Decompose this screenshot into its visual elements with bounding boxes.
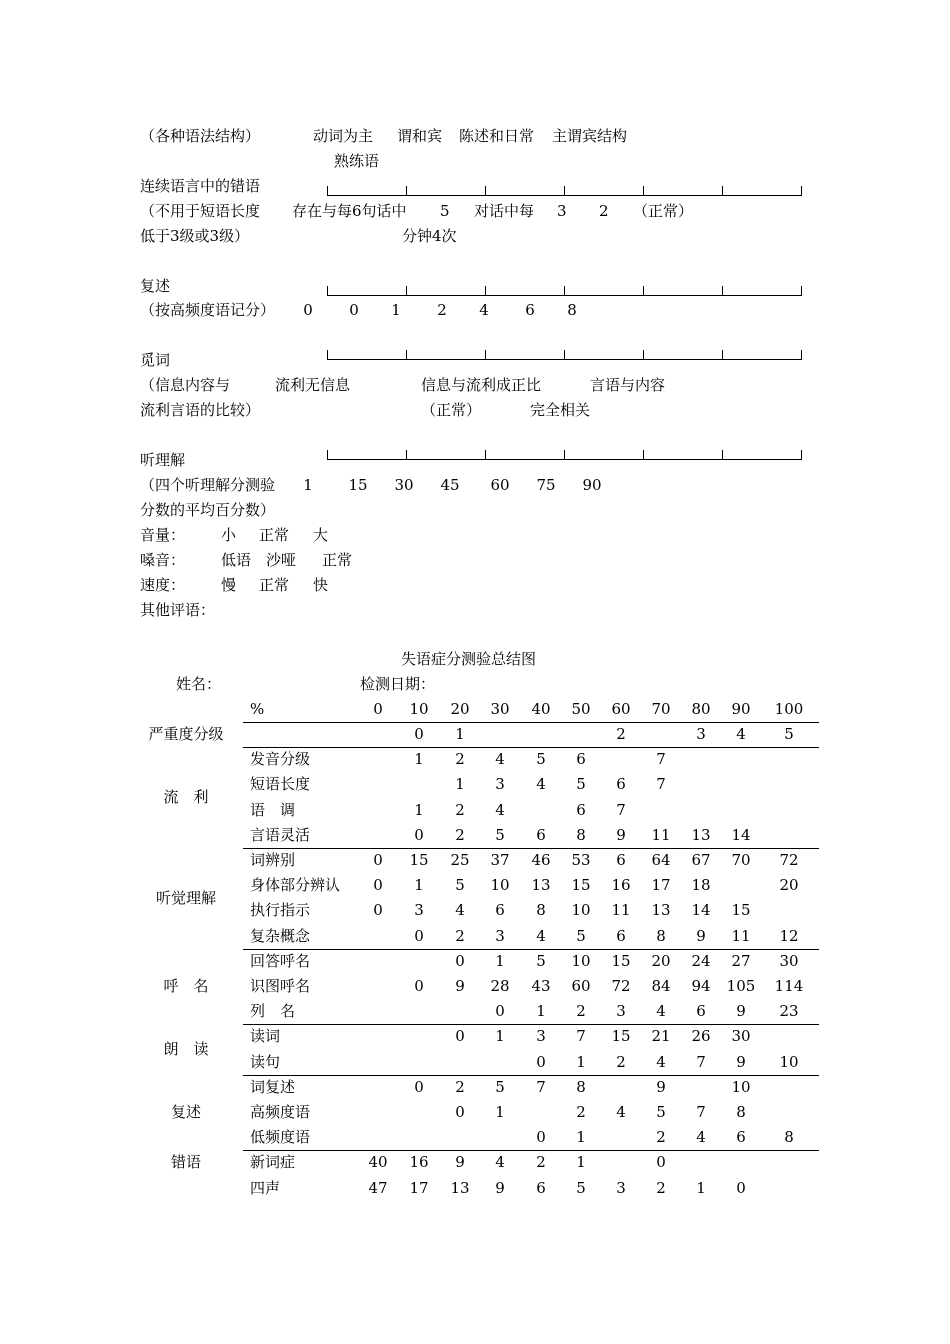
row-label: 读词 — [250, 1027, 281, 1046]
table-cell: 0 — [373, 876, 383, 895]
row-label: 低频度语 — [250, 1128, 311, 1147]
paraphasia-desc-2: 对话中每 — [474, 202, 535, 220]
word-finding-option-2: 信息与流利成正比 — [421, 376, 542, 394]
grammar-option-1: 动词为主 — [313, 127, 374, 145]
paraphasia-normal: （正常） — [633, 202, 694, 220]
percent-tick: 100 — [774, 700, 804, 718]
repetition-scale — [327, 286, 802, 296]
speed-label: 速度： — [140, 576, 186, 594]
table-cell: 0 — [414, 825, 424, 844]
percent-tick: 60 — [611, 700, 631, 718]
table-cell: 0 — [536, 1128, 546, 1147]
table-cell: 1 — [495, 1027, 505, 1046]
table-cell: 0 — [736, 1178, 746, 1197]
table-cell: 6 — [576, 750, 586, 769]
table-cell: 47 — [368, 1178, 388, 1197]
table-cell: 7 — [696, 1052, 706, 1071]
table-cell: 2 — [656, 1178, 666, 1197]
table-divider — [243, 1075, 819, 1076]
word-finding-option-1: 流利无信息 — [275, 376, 351, 394]
percent-tick: 90 — [731, 700, 751, 718]
table-cell: 15 — [731, 901, 751, 920]
table-cell: 9 — [736, 1002, 746, 1021]
comprehension-label-3: 分数的平均百分数） — [140, 501, 276, 519]
table-divider — [243, 949, 819, 950]
table-cell: 9 — [696, 926, 706, 945]
table-cell: 67 — [691, 851, 711, 869]
comprehension-label-2: （四个听理解分测验 — [140, 476, 276, 494]
row-label: 新词症 — [250, 1153, 296, 1172]
table-cell: 5 — [784, 725, 794, 743]
repetition-value: 6 — [525, 301, 535, 319]
table-cell: 9 — [455, 977, 465, 995]
table-cell: 114 — [774, 977, 804, 995]
voice-option: 正常 — [322, 551, 353, 569]
table-cell: 2 — [616, 725, 626, 743]
row-label: 词辨别 — [250, 851, 296, 869]
group-label: 流 利 — [163, 788, 209, 806]
percent-tick: 0 — [373, 700, 383, 718]
table-cell: 6 — [495, 901, 505, 920]
table-cell: 70 — [731, 851, 751, 869]
table-cell: 1 — [455, 725, 465, 743]
repetition-label-1: 复述 — [140, 277, 171, 295]
table-cell: 7 — [656, 750, 666, 769]
table-cell: 11 — [651, 825, 671, 844]
table-cell: 2 — [536, 1153, 546, 1172]
table-cell: 1 — [576, 1153, 586, 1172]
name-label: 姓名： — [176, 675, 222, 693]
table-cell: 105 — [726, 977, 756, 995]
table-cell: 27 — [731, 951, 751, 970]
table-cell: 3 — [616, 1178, 626, 1197]
table-cell: 7 — [656, 775, 666, 794]
table-cell: 2 — [455, 1077, 465, 1096]
table-cell: 72 — [611, 977, 631, 995]
word-finding-option-3b: 完全相关 — [530, 401, 591, 419]
percent-header: % — [250, 700, 265, 718]
table-cell: 16 — [409, 1153, 429, 1172]
word-finding-label-3: 流利言语的比较） — [140, 401, 261, 419]
table-cell: 0 — [414, 1077, 424, 1096]
volume-option: 大 — [313, 526, 329, 544]
table-cell: 2 — [455, 825, 465, 844]
table-cell: 9 — [495, 1178, 505, 1197]
comprehension-scale — [327, 450, 802, 460]
percent-tick: 70 — [651, 700, 671, 718]
table-cell: 3 — [616, 1002, 626, 1021]
table-cell: 7 — [536, 1077, 546, 1096]
table-cell: 2 — [576, 1002, 586, 1021]
paraphasia-desc-1: 存在与每6句话中 — [292, 202, 407, 220]
table-cell: 40 — [368, 1153, 388, 1172]
comprehension-value: 45 — [440, 476, 460, 494]
table-cell: 15 — [571, 876, 591, 895]
comprehension-value: 30 — [394, 476, 414, 494]
table-cell: 2 — [576, 1103, 586, 1121]
table-cell: 8 — [736, 1103, 746, 1121]
table-cell: 3 — [536, 1027, 546, 1046]
table-cell: 17 — [409, 1178, 429, 1197]
repetition-value: 8 — [567, 301, 577, 319]
table-cell: 1 — [495, 951, 505, 970]
row-label: 高频度语 — [250, 1103, 311, 1121]
table-cell: 9 — [736, 1052, 746, 1071]
speed-option: 快 — [313, 576, 329, 594]
table-cell: 1 — [414, 750, 424, 769]
table-cell: 9 — [616, 825, 626, 844]
table-cell: 1 — [576, 1128, 586, 1147]
grammar-option-line2: 熟练语 — [334, 152, 380, 170]
speed-option: 慢 — [221, 576, 237, 594]
table-cell: 5 — [536, 750, 546, 769]
percent-tick: 50 — [571, 700, 591, 718]
table-cell: 6 — [736, 1128, 746, 1147]
percent-tick: 20 — [450, 700, 470, 718]
paraphasia-label-3: 低于3级或3级） — [140, 227, 250, 245]
table-divider — [243, 1024, 819, 1025]
group-label: 听觉理解 — [155, 888, 217, 907]
table-cell: 24 — [691, 951, 711, 970]
table-cell: 0 — [373, 851, 383, 869]
table-cell: 4 — [455, 901, 465, 920]
grammar-option-2: 谓和宾 — [397, 127, 443, 145]
table-cell: 6 — [616, 775, 626, 794]
table-cell: 84 — [651, 977, 671, 995]
table-cell: 5 — [576, 1178, 586, 1197]
table-cell: 8 — [536, 901, 546, 920]
table-cell: 7 — [576, 1027, 586, 1046]
table-cell: 1 — [414, 876, 424, 895]
table-cell: 9 — [656, 1077, 666, 1096]
table-divider — [243, 722, 819, 723]
table-cell: 15 — [409, 851, 429, 869]
table-cell: 1 — [536, 1002, 546, 1021]
table-cell: 6 — [696, 1002, 706, 1021]
row-label: 词复述 — [250, 1077, 296, 1096]
table-cell: 10 — [779, 1052, 799, 1071]
comprehension-label-1: 听理解 — [140, 451, 186, 469]
table-cell: 3 — [495, 926, 505, 945]
repetition-value: 4 — [479, 301, 489, 319]
table-cell: 23 — [779, 1002, 799, 1021]
table-cell: 26 — [691, 1027, 711, 1046]
table-divider — [243, 848, 819, 849]
group-label: 错语 — [170, 1153, 202, 1172]
word-finding-option-3: 言语与内容 — [590, 376, 666, 394]
table-cell: 16 — [611, 876, 631, 895]
row-label: 回答呼名 — [250, 951, 311, 970]
repetition-value: 0 — [349, 301, 359, 319]
table-cell: 18 — [691, 876, 711, 895]
table-cell: 0 — [414, 977, 424, 995]
table-cell: 2 — [455, 926, 465, 945]
paraphasia-value-3: 3 — [557, 202, 567, 220]
table-cell: 0 — [373, 901, 383, 920]
table-cell: 5 — [495, 825, 505, 844]
percent-tick: 80 — [691, 700, 711, 718]
row-label: 语 调 — [250, 800, 296, 819]
table-cell: 1 — [696, 1178, 706, 1197]
row-label: 读句 — [250, 1052, 281, 1071]
table-divider — [243, 747, 819, 748]
paraphasia-label-1: 连续语言中的错语 — [140, 177, 261, 195]
group-label: 呼 名 — [163, 977, 209, 995]
table-cell: 7 — [696, 1103, 706, 1121]
paraphasia-label-2: （不用于短语长度 — [140, 202, 261, 220]
repetition-value: 0 — [303, 301, 313, 319]
table-cell: 4 — [656, 1002, 666, 1021]
table-cell: 10 — [490, 876, 510, 895]
table-cell: 14 — [731, 825, 751, 844]
table-cell: 3 — [495, 775, 505, 794]
table-cell: 4 — [536, 926, 546, 945]
table-cell: 11 — [731, 926, 751, 945]
row-label: 短语长度 — [250, 775, 311, 794]
word-finding-scale — [327, 350, 802, 360]
table-cell: 13 — [531, 876, 551, 895]
table-cell: 28 — [490, 977, 510, 995]
repetition-value: 1 — [391, 301, 401, 319]
summary-title: 失语症分测验总结图 — [401, 650, 537, 668]
table-cell: 0 — [656, 1153, 666, 1172]
table-cell: 8 — [576, 1077, 586, 1096]
table-cell: 8 — [576, 825, 586, 844]
repetition-value: 2 — [437, 301, 447, 319]
date-label: 检测日期： — [360, 675, 436, 693]
table-cell: 4 — [495, 800, 505, 819]
table-cell: 94 — [691, 977, 711, 995]
table-cell: 6 — [536, 825, 546, 844]
table-cell: 13 — [651, 901, 671, 920]
voice-option: 沙哑 — [266, 551, 297, 569]
comprehension-value: 15 — [348, 476, 368, 494]
table-cell: 53 — [571, 851, 591, 869]
volume-option: 正常 — [259, 526, 290, 544]
table-cell: 0 — [455, 951, 465, 970]
table-cell: 4 — [696, 1128, 706, 1147]
table-cell: 2 — [455, 800, 465, 819]
table-cell: 20 — [779, 876, 799, 895]
table-cell: 8 — [656, 926, 666, 945]
table-cell: 5 — [656, 1103, 666, 1121]
table-cell: 14 — [691, 901, 711, 920]
group-label: 严重度分级 — [148, 725, 224, 743]
grammar-option-3: 陈述和日常 — [459, 127, 535, 145]
table-cell: 17 — [651, 876, 671, 895]
table-cell: 2 — [616, 1052, 626, 1071]
row-label: 列 名 — [250, 1002, 296, 1021]
comprehension-value: 1 — [303, 476, 313, 494]
comprehension-value: 60 — [490, 476, 510, 494]
table-cell: 15 — [611, 951, 631, 970]
table-cell: 10 — [571, 901, 591, 920]
group-label: 复述 — [170, 1103, 202, 1121]
table-cell: 3 — [414, 901, 424, 920]
row-label: 身体部分辨认 — [250, 876, 341, 895]
table-cell: 0 — [536, 1052, 546, 1071]
row-label: 言语灵活 — [250, 825, 311, 844]
table-cell: 1 — [576, 1052, 586, 1071]
row-label: 识图呼名 — [250, 977, 311, 995]
table-cell: 0 — [455, 1103, 465, 1121]
table-cell: 4 — [736, 725, 746, 743]
table-cell: 5 — [576, 926, 586, 945]
table-cell: 11 — [611, 901, 631, 920]
table-cell: 30 — [731, 1027, 751, 1046]
table-cell: 4 — [656, 1052, 666, 1071]
table-cell: 4 — [495, 1153, 505, 1172]
table-cell: 64 — [651, 851, 671, 869]
word-finding-option-2b: （正常） — [421, 401, 482, 419]
table-cell: 46 — [531, 851, 551, 869]
table-cell: 1 — [414, 800, 424, 819]
table-cell: 10 — [731, 1077, 751, 1096]
percent-tick: 30 — [490, 700, 510, 718]
word-finding-label-1: 觅词 — [140, 351, 171, 369]
table-cell: 1 — [455, 775, 465, 794]
paraphasia-desc-1b: 分钟4次 — [402, 227, 457, 245]
table-cell: 0 — [414, 725, 424, 743]
table-cell: 6 — [576, 800, 586, 819]
table-cell: 5 — [536, 951, 546, 970]
table-cell: 3 — [696, 725, 706, 743]
percent-tick: 10 — [409, 700, 429, 718]
row-label: 发音分级 — [250, 750, 311, 769]
row-label: 执行指示 — [250, 901, 311, 920]
repetition-label-2: （按高频度语记分） — [140, 301, 276, 319]
paraphasia-value-2: 2 — [599, 202, 609, 220]
percent-tick: 40 — [531, 700, 551, 718]
table-cell: 9 — [455, 1153, 465, 1172]
table-cell: 43 — [531, 977, 551, 995]
table-cell: 2 — [656, 1128, 666, 1147]
other-comments-label: 其他评语： — [140, 601, 216, 619]
table-cell: 30 — [779, 951, 799, 970]
table-cell: 13 — [691, 825, 711, 844]
word-finding-label-2: （信息内容与 — [140, 376, 231, 394]
table-cell: 72 — [779, 851, 799, 869]
row-label: 复杂概念 — [250, 926, 311, 945]
paraphasia-value-5: 5 — [440, 202, 450, 220]
group-label: 朗 读 — [163, 1040, 209, 1058]
table-cell: 4 — [536, 775, 546, 794]
table-cell: 5 — [576, 775, 586, 794]
table-cell: 5 — [495, 1077, 505, 1096]
grammar-option-4: 主谓宾结构 — [552, 127, 628, 145]
table-cell: 6 — [616, 851, 626, 869]
table-cell: 4 — [495, 750, 505, 769]
speed-option: 正常 — [259, 576, 290, 594]
volume-option: 小 — [221, 526, 237, 544]
table-cell: 0 — [414, 926, 424, 945]
comprehension-value: 75 — [536, 476, 556, 494]
table-cell: 6 — [616, 926, 626, 945]
table-cell: 13 — [450, 1178, 470, 1197]
table-cell: 1 — [495, 1103, 505, 1121]
table-cell: 8 — [784, 1128, 794, 1147]
comprehension-value: 90 — [582, 476, 602, 494]
table-cell: 0 — [495, 1002, 505, 1021]
table-cell: 25 — [450, 851, 470, 869]
paraphasia-scale — [327, 186, 802, 196]
volume-label: 音量： — [140, 526, 186, 544]
grammar-label: （各种语法结构） — [140, 127, 261, 145]
table-cell: 15 — [611, 1027, 631, 1046]
table-cell: 21 — [651, 1027, 671, 1046]
table-divider — [243, 1150, 819, 1151]
row-label: 四声 — [250, 1178, 281, 1197]
table-cell: 10 — [571, 951, 591, 970]
table-cell: 20 — [651, 951, 671, 970]
table-cell: 60 — [571, 977, 591, 995]
table-cell: 6 — [536, 1178, 546, 1197]
table-cell: 2 — [455, 750, 465, 769]
table-cell: 37 — [490, 851, 510, 869]
voice-option: 低语 — [221, 551, 252, 569]
table-cell: 0 — [455, 1027, 465, 1046]
table-cell: 12 — [779, 926, 799, 945]
table-cell: 5 — [455, 876, 465, 895]
table-cell: 4 — [616, 1103, 626, 1121]
table-cell: 7 — [616, 800, 626, 819]
voice-label: 嗓音： — [140, 551, 186, 569]
